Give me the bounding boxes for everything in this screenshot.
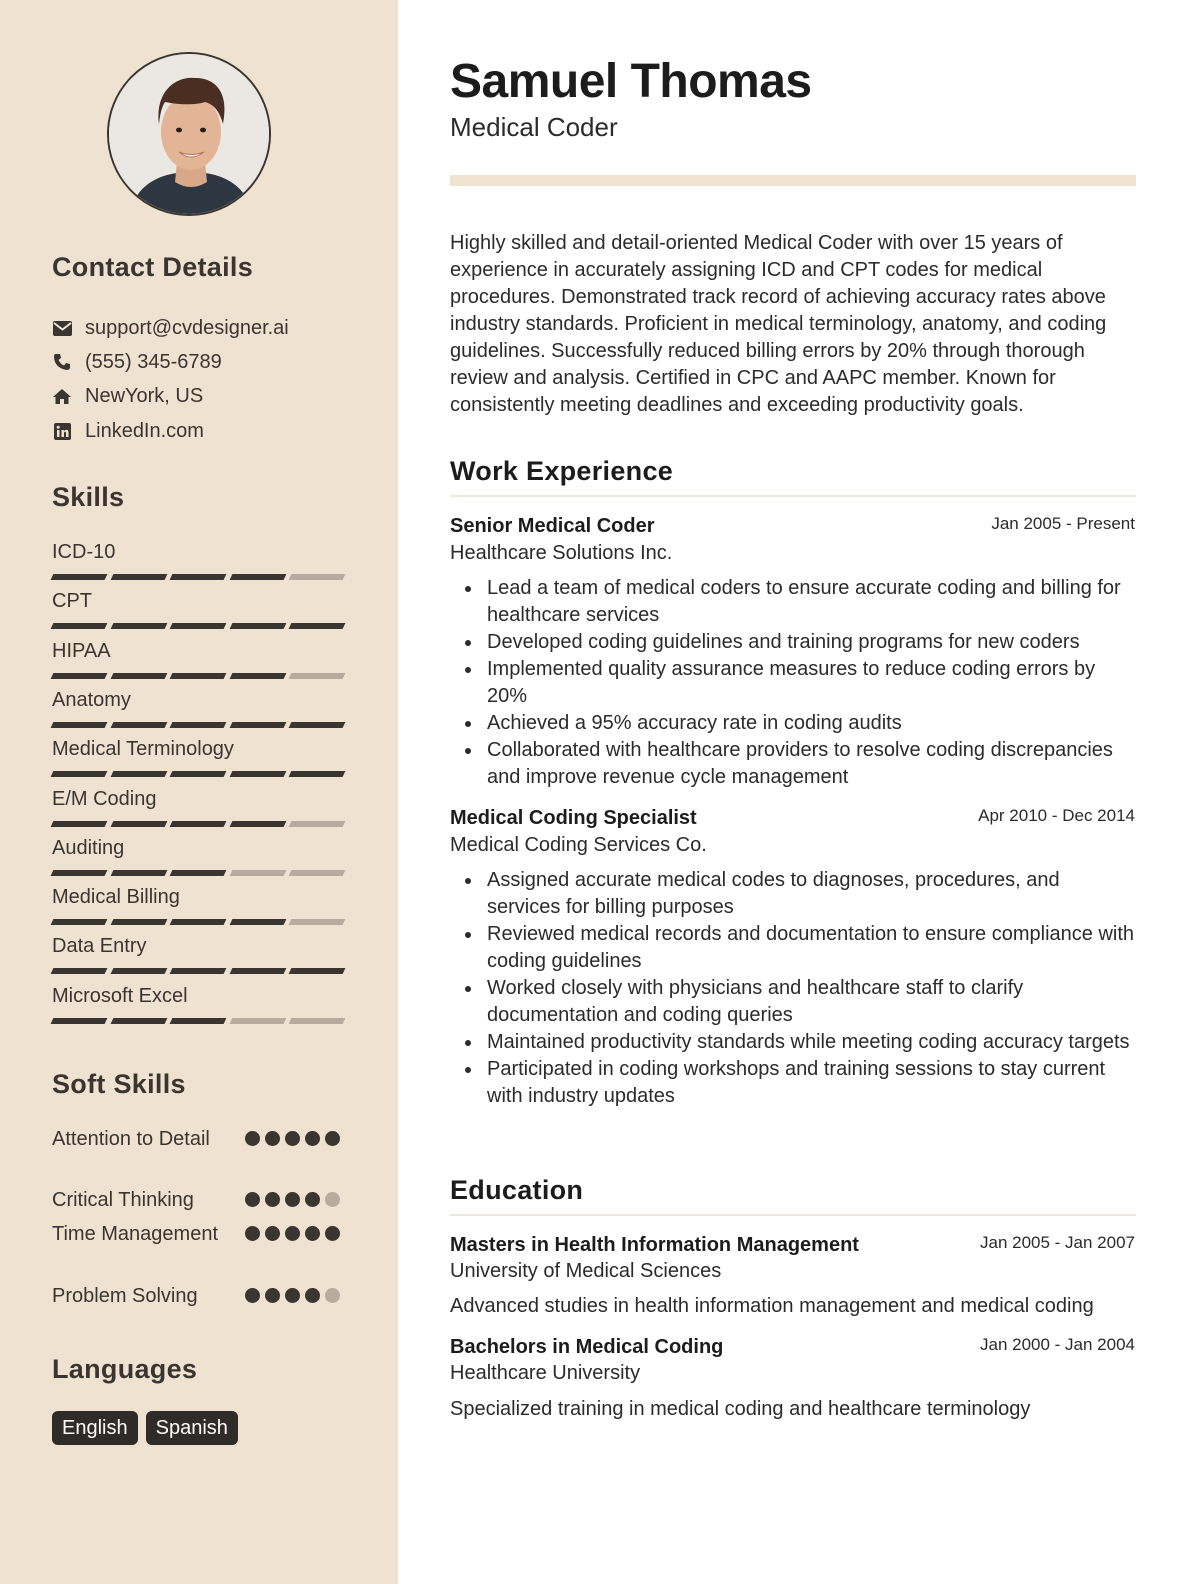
contact-heading: Contact Details [52,252,254,282]
contact-linkedin[interactable] [52,418,204,444]
skill-item [52,932,344,974]
skill-level-bar [52,673,344,679]
skill-name: CPT [52,590,92,612]
skill-level-segment [110,771,167,777]
skill-level-segment [110,722,167,728]
list-item: Reviewed medical records and documentation to ensure compliance with coding guidelines [460,921,1136,975]
home-icon [52,386,72,406]
skill-level-segment [229,821,286,827]
languages-list [52,1411,246,1445]
rating-dot [285,1226,300,1241]
rating-dot [265,1192,280,1207]
list-item: Assigned accurate medical codes to diagnoses, procedures, and services for billing purposes [460,867,1136,921]
degree-title: Masters in Health Information Management [450,1234,859,1256]
phone-icon [52,352,72,372]
contact-email[interactable] [52,315,289,341]
skill-level-segment [229,771,286,777]
header-divider [450,175,1136,186]
list-item: Participated in coding workshops and training sessions to stay current with industry updates [460,1056,1136,1110]
skill-level-segment [229,919,286,925]
skill-level-segment [110,870,167,876]
sidebar [0,0,398,1584]
soft-skill-rating [245,1131,345,1146]
job-title: Medical Coding Specialist [450,807,697,829]
skill-item [52,785,344,827]
candidate-name: Samuel Thomas [450,55,812,108]
skill-level-segment [170,870,227,876]
soft-skill-name: Critical Thinking [52,1189,194,1211]
degree-school: University of Medical Sciences [450,1260,722,1282]
degree-date: Jan 2005 - Jan 2007 [979,1233,1135,1252]
contact-phone[interactable] [52,349,222,375]
rating-dot [245,1192,260,1207]
skill-name: Microsoft Excel [52,985,188,1007]
language-chip: English [52,1411,138,1445]
profile-summary: Highly skilled and detail-oriented Medical Coder with over 15 years of experience in accurately assigning ICD and CPT codes for medical procedures. Demonstrated track record of achieving accuracy rates above industry standards. Proficient in medical terminology, anatomy, and coding guidelines. Successfully reduced billing errors by 20% through thorough review and analysis. Certified in CPC and AAPC member. Known for consistently meeting deadlines and exceeding productivity goals. [450,232,1107,416]
skill-level-segment [170,574,227,580]
skill-level-segment [51,968,108,974]
list-item: Lead a team of medical coders to ensure accurate coding and billing for healthcare services [460,575,1136,629]
job-date: Jan 2005 - Present [991,514,1135,533]
skill-level-segment [170,919,227,925]
skill-level-bar [52,722,344,728]
rating-dot [265,1288,280,1303]
skill-level-segment [229,870,286,876]
job-bullets [460,867,1136,1110]
skill-name: E/M Coding [52,788,157,810]
avatar [107,52,271,216]
list-item: Achieved a 95% accuracy rate in coding audits [460,710,1136,737]
language-chip: Spanish [146,1411,238,1445]
rating-dot [305,1288,320,1303]
skill-level-segment [289,623,346,629]
skill-item [52,735,344,777]
contact-phone-text: (555) 345-6789 [85,350,222,373]
skill-level-segment [289,968,346,974]
degree-description: Specialized training in medical coding and healthcare terminology [450,1398,1031,1420]
skill-name: ICD-10 [52,541,116,563]
skill-level-segment [110,623,167,629]
skill-item [52,587,344,629]
skill-item [52,686,344,728]
skill-level-segment [289,722,346,728]
skill-level-bar [52,821,344,827]
job-date: Apr 2010 - Dec 2014 [978,806,1135,825]
skill-level-segment [51,722,108,728]
skill-level-segment [51,919,108,925]
skill-level-segment [289,771,346,777]
avatar-portrait [109,54,271,216]
rating-dot [285,1131,300,1146]
skill-item [52,637,344,679]
skill-level-bar [52,771,344,777]
skill-level-segment [229,722,286,728]
skill-level-segment [51,673,108,679]
skill-level-segment [51,623,108,629]
rating-dot [265,1226,280,1241]
skill-level-segment [110,673,167,679]
skill-name: HIPAA [52,640,111,662]
skill-level-segment [110,968,167,974]
skill-level-bar [52,968,344,974]
skill-level-segment [170,1018,227,1024]
skill-name: Anatomy [52,689,131,711]
skill-level-segment [170,673,227,679]
rating-dot [305,1226,320,1241]
rating-dot [325,1226,340,1241]
job-bullets [460,575,1136,791]
languages-heading: Languages [52,1354,198,1384]
skill-item [52,982,344,1024]
skill-item [52,834,344,876]
skill-level-bar [52,574,344,580]
skill-level-segment [170,821,227,827]
skill-name: Data Entry [52,935,147,957]
soft-skill-item [52,1283,344,1310]
skill-level-bar [52,919,344,925]
skill-level-segment [51,574,108,580]
rating-dot [325,1288,340,1303]
soft-skill-name: Time Management [52,1223,218,1245]
degree-description: Advanced studies in health information management and medical coding [450,1295,1094,1317]
skill-level-segment [51,821,108,827]
skill-level-segment [110,919,167,925]
list-item: Worked closely with physicians and healthcare staff to clarify documentation and coding queries [460,975,1136,1029]
rating-dot [285,1192,300,1207]
rating-dot [265,1131,280,1146]
soft-skill-item [52,1126,344,1153]
work-experience-heading: Work Experience [450,456,674,486]
linkedin-icon [52,421,72,441]
job-company: Medical Coding Services Co. [450,834,707,856]
skill-level-segment [110,574,167,580]
rating-dot [285,1288,300,1303]
skill-level-segment [229,574,286,580]
skill-name: Medical Billing [52,886,180,908]
skill-level-segment [229,1018,286,1024]
skill-item [52,883,344,925]
section-divider [450,495,1136,497]
contact-email-text: support@cvdesigner.ai [85,316,289,339]
degree-title: Bachelors in Medical Coding [450,1336,724,1358]
rating-dot [325,1192,340,1207]
skill-level-segment [170,623,227,629]
soft-skill-rating [245,1192,345,1207]
skill-level-segment [110,1018,167,1024]
list-item: Maintained productivity standards while meeting coding accuracy targets [460,1029,1136,1056]
skill-level-segment [110,821,167,827]
job-company: Healthcare Solutions Inc. [450,542,673,564]
skill-level-segment [289,870,346,876]
rating-dot [245,1226,260,1241]
soft-skills-heading: Soft Skills [52,1069,186,1099]
list-item: Developed coding guidelines and training programs for new coders [460,629,1136,656]
skill-item [52,538,344,580]
skill-level-segment [289,673,346,679]
skill-level-bar [52,623,344,629]
skill-level-segment [289,574,346,580]
skill-level-bar [52,870,344,876]
rating-dot [325,1131,340,1146]
rating-dot [245,1131,260,1146]
skill-level-segment [289,821,346,827]
skill-level-segment [289,1018,346,1024]
skill-level-segment [170,771,227,777]
skill-level-bar [52,1018,344,1024]
section-divider [450,1214,1136,1216]
contact-location-text: NewYork, US [85,384,204,407]
skill-level-segment [170,722,227,728]
skill-level-segment [229,623,286,629]
soft-skill-rating [245,1226,345,1241]
skill-level-segment [51,771,108,777]
skill-level-segment [170,968,227,974]
rating-dot [245,1288,260,1303]
envelope-icon [52,318,72,338]
contact-location [52,383,203,409]
soft-skill-name: Problem Solving [52,1285,198,1307]
list-item: Collaborated with healthcare providers to resolve coding discrepancies and improve revenue cycle management [460,737,1136,791]
skills-heading: Skills [52,482,125,512]
skill-level-segment [289,919,346,925]
skill-level-segment [51,1018,108,1024]
education-heading: Education [450,1175,584,1205]
skill-name: Auditing [52,837,125,859]
candidate-title: Medical Coder [450,112,618,142]
degree-school: Healthcare University [450,1362,641,1384]
skill-name: Medical Terminology [52,738,234,760]
skill-level-segment [51,870,108,876]
list-item: Implemented quality assurance measures to reduce coding errors by 20% [460,656,1136,710]
soft-skill-item [52,1221,344,1248]
soft-skill-name: Attention to Detail [52,1128,210,1150]
soft-skill-item [52,1187,344,1214]
skill-level-segment [229,968,286,974]
soft-skill-rating [245,1288,345,1303]
contact-linkedin-text: LinkedIn.com [85,419,204,442]
main-content [398,0,1200,1584]
rating-dot [305,1192,320,1207]
skill-level-segment [229,673,286,679]
job-title: Senior Medical Coder [450,515,655,537]
rating-dot [305,1131,320,1146]
degree-date: Jan 2000 - Jan 2004 [979,1335,1135,1354]
